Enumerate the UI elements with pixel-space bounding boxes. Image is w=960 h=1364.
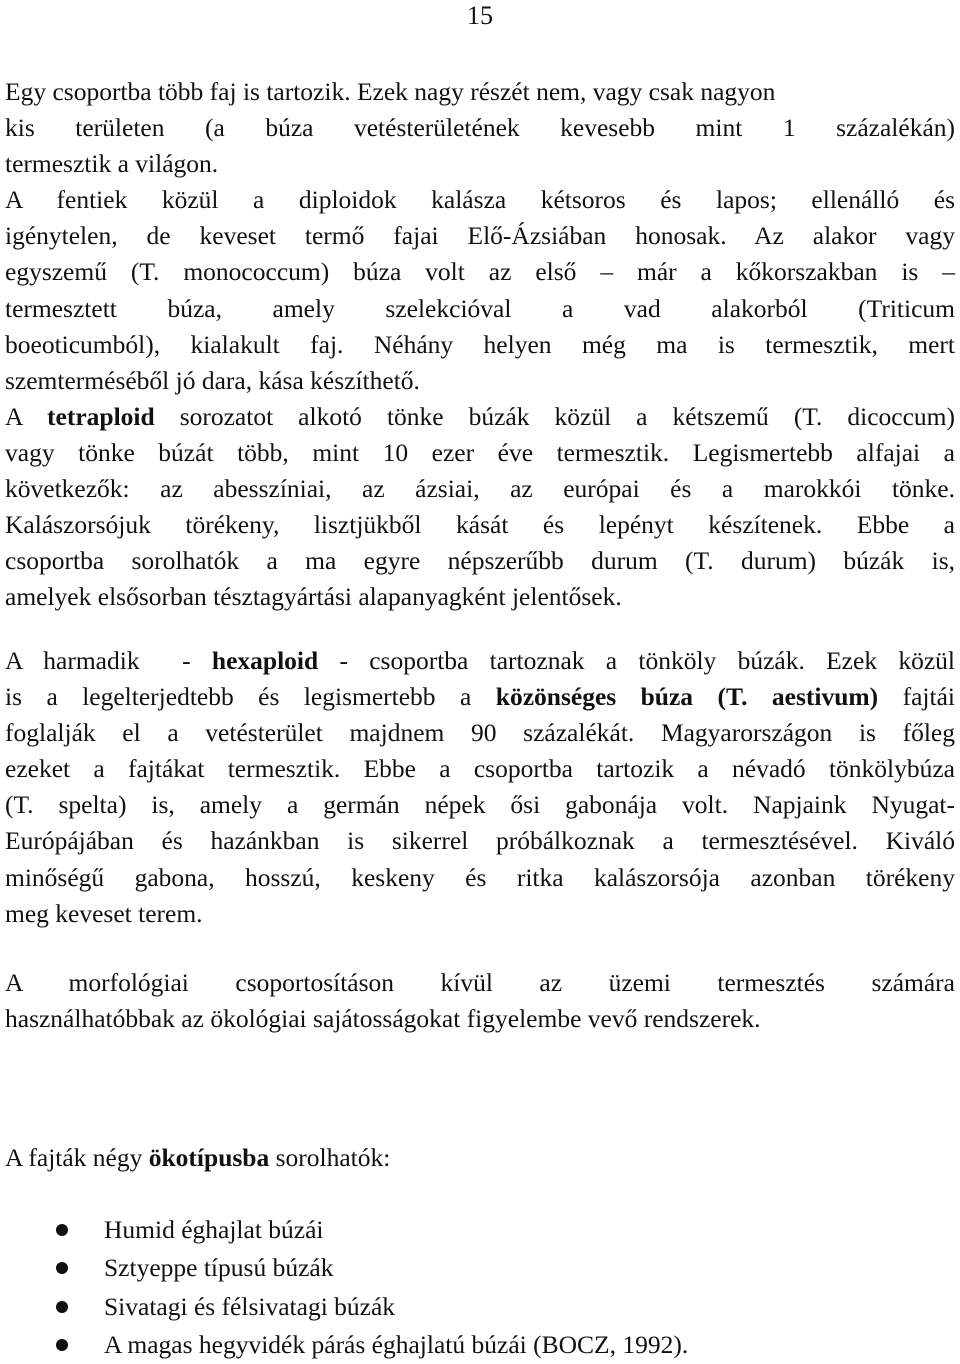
term-tetraploid: tetraploid [47,401,155,431]
text-line: A fentiek közül a diploidok kalásza kétsoros és lapos; ellenálló és [5,185,955,215]
bullet-icon [56,1262,68,1274]
text-line: csoportba sorolhatók a ma egyre népszerűbb durum (T. durum) búzák is, [5,546,955,576]
text-line: következők: az abesszíniai, az ázsiai, az európai és a marokkói tönke. [5,474,955,504]
paragraph-ecological-systems [5,965,955,1037]
text-line: minőségű gabona, hosszú, keskeny és ritka kalászorsója azonban törékeny [5,862,955,892]
text-line: egyszemű (T. monococcum) búza volt az első – már a kőkorszakban is – [5,257,955,287]
text-line: boeoticumból), kialakult faj. Néhány helyen még ma is termesztik, mert [5,329,955,359]
list-item: Sivatagi és félsivatagi búzák [0,1288,960,1326]
paragraph-ecotypes-intro [5,1140,955,1176]
text-line: kis területen (a búza vetésterületének kevesebb mint 1 százalékán) [5,113,955,143]
text-line: amelyek elsősorban tésztagyártási alapanyagként jelentősek. [5,582,622,612]
text-line: A harmadik - hexaploid - csoportba tartoznak a tönköly búzák. Ezek közül [5,646,955,675]
term-hexaploid: hexaploid [211,646,319,675]
bullet-icon [56,1224,68,1236]
page-number: 15 [467,1,493,30]
list-item: A magas hegyvidék párás éghajlatú búzái (BOCZ, 1992). [0,1326,960,1364]
text-line: termesztik a világon. [5,149,219,179]
text-line: ezeket a fajtákat termesztik. Ebbe a csoportba tartozik a névadó tönkölybúza [5,754,955,784]
text-line: foglalják el a vetésterület majdnem 90 százalékát. Magyarországon is főleg [5,718,955,748]
text-line: használhatóbbak az ökológiai sajátosságokat figyelembe vevő rendszerek. [5,1004,761,1034]
text-line: vagy tönke búzát több, mint 10 ezer éve termesztik. Legismertebb alfajai a [5,437,955,467]
text-line: (T. spelta) is, amely a germán népek ősi gabonája volt. Napjaink Nyugat- [5,790,955,820]
text-line: szemterméséből jó dara, kása készíthető. [5,365,420,395]
list-item: Sztyeppe típusú búzák [0,1249,960,1287]
text-line: Kalászorsójuk törékeny, lisztjükből kását és lepényt készítenek. Ebbe a [5,510,955,540]
text-line: is a legelterjedtebb és legismertebb a közönséges búza (T. aestivum) fajtái [5,682,955,712]
text-line: termesztett búza, amely szelekcióval a vad alakorból (Triticum [5,293,955,323]
ecotype-list [0,1211,960,1364]
paragraph-hexaploid [5,643,955,932]
list-item: Humid éghajlat búzái [0,1211,960,1249]
text-line: Európájában és hazánkban is sikerrel próbálkoznak a termesztésével. Kiváló [5,826,955,856]
text-line: A morfológiai csoportosításon kívül az üzemi termesztés számára [5,968,955,997]
text-line: meg keveset terem. [5,898,203,928]
text-line: igénytelen, de keveset termő fajai Elő-Ázsiában honosak. Az alakor vagy [5,221,955,251]
text-line: A fajták négy ökotípusba sorolhatók: [5,1143,391,1172]
paragraph-species-groups [5,74,955,615]
text-line: Egy csoportba több faj is tartozik. Ezek nagy részét nem, vagy csak nagyon [5,77,776,106]
bullet-icon [56,1301,68,1313]
text-line: A tetraploid sorozatot alkotó tönke búzák közül a kétszemű (T. dicoccum) [5,401,955,431]
bullet-icon [56,1339,68,1351]
term-ecotype: ökotípusba [148,1143,270,1172]
term-common-wheat: közönséges búza (T. aestivum) [495,682,879,712]
